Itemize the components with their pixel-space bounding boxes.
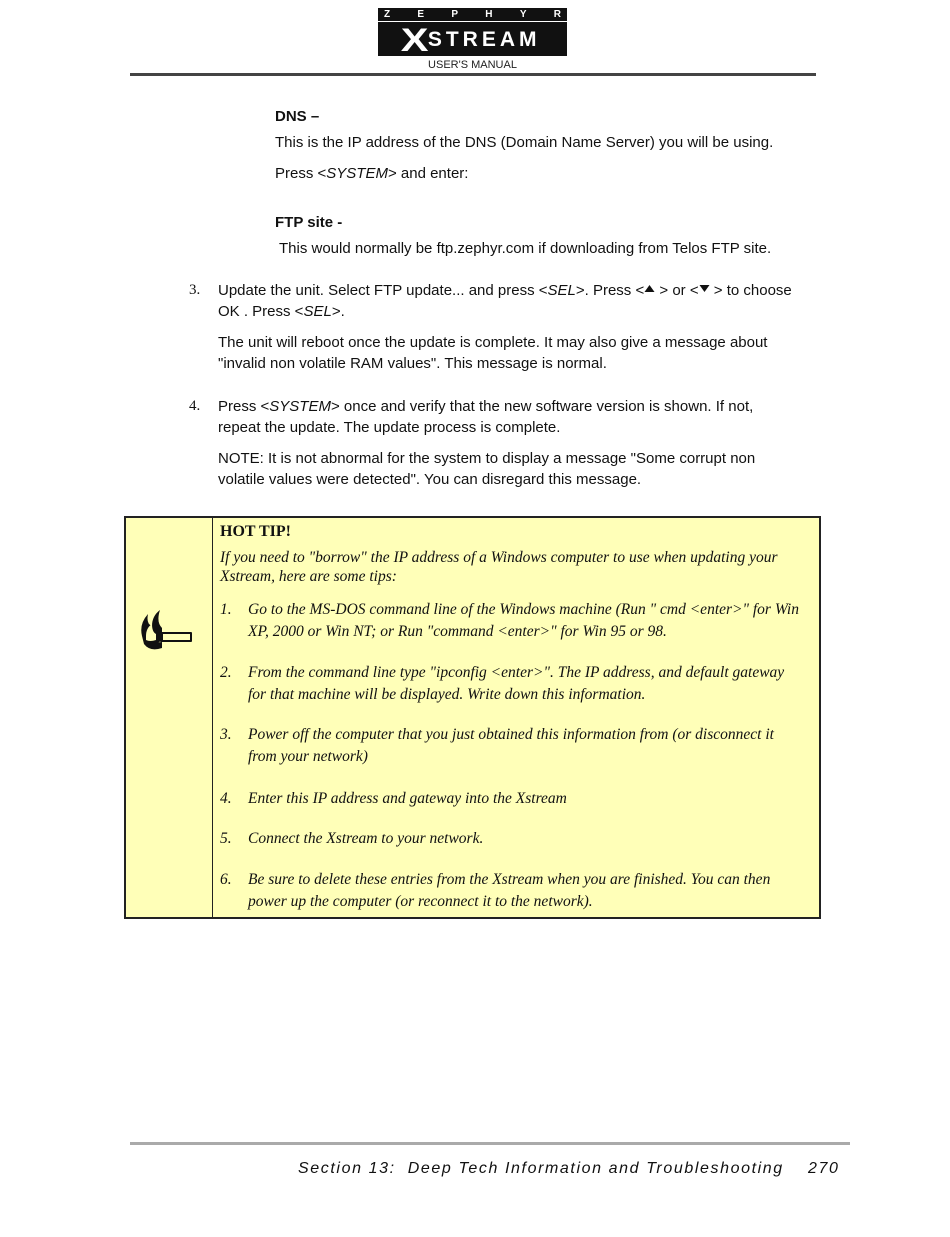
text-segment: > once and verify that the new software version is shown. If not, <box>330 398 754 415</box>
step-3-line-1 <box>218 280 792 301</box>
text-segment: Press < <box>275 165 327 182</box>
step-4-note-line-2: volatile values were detected". You can disregard this message. <box>218 471 642 488</box>
tip-item-line-2: for that machine will be displayed. Write down this information. <box>248 686 646 703</box>
footer-divider <box>130 1142 850 1145</box>
dns-press-line <box>275 163 468 184</box>
logo-letter: E <box>417 9 425 20</box>
ftp-description: This would normally be ftp.zephyr.com if downloading from Telos FTP site. <box>279 240 772 257</box>
logo-letter: Z <box>384 9 391 20</box>
step-4-number: 4. <box>189 398 201 414</box>
logo-xstream-rest: STREAM <box>427 28 541 51</box>
tip-list-item <box>220 662 815 706</box>
up-arrow-icon <box>644 284 655 293</box>
text-segment: > or < <box>655 282 699 299</box>
step-3-reboot-line-1: The unit will reboot once the update is complete. It may also give a message about <box>218 334 768 351</box>
key-sel: SEL <box>303 303 332 320</box>
tip-column-divider <box>212 518 213 917</box>
logo-xstream-wordmark <box>378 21 567 58</box>
ftp-heading: FTP site - <box>275 214 343 231</box>
tip-item-line-2: from your network) <box>248 748 368 765</box>
header-divider <box>130 73 816 76</box>
logo-letter: P <box>451 9 459 20</box>
page-number: 270 <box>807 1160 840 1177</box>
tip-item-number: 4. <box>220 790 232 807</box>
zephyr-xstream-logo <box>378 8 567 56</box>
key-sel: SEL <box>547 282 576 299</box>
dns-description: This is the IP address of the DNS (Domain Name Server) you will be using. <box>275 134 774 151</box>
tip-item-line-1: Connect the Xstream to your network. <box>248 830 484 847</box>
tip-intro-line-2: Xstream, here are some tips: <box>220 568 397 585</box>
text-segment: Update the unit. Select FTP update... and press < <box>218 282 548 299</box>
hot-tip-title: HOT TIP! <box>220 523 291 540</box>
tip-item-line-1: Power off the computer that you just obtained this information from (or disconnect it <box>248 726 774 743</box>
text-segment: > and enter: <box>387 165 469 182</box>
tip-list-item <box>220 788 815 810</box>
tip-item-number: 6. <box>220 871 232 888</box>
tip-item-line-2: power up the computer (or reconnect it to the network). <box>248 893 593 910</box>
tip-list-item <box>220 828 815 850</box>
tip-list-item <box>220 724 815 768</box>
tip-item-line-1: Enter this IP address and gateway into the Xstream <box>248 790 567 807</box>
footer-section-title: Section 13: Deep Tech Information and Troubleshooting <box>298 1160 784 1177</box>
tip-item-line-1: Be sure to delete these entries from the Xstream when you are finished. You can then <box>248 871 771 888</box>
hot-tip-box <box>124 516 821 919</box>
tip-item-number: 3. <box>220 726 232 743</box>
tip-intro-line-1: If you need to "borrow" the IP address of a Windows computer to use when updating your <box>220 549 778 566</box>
text-segment: >. Press < <box>575 282 645 299</box>
step-4-line-2: repeat the update. The update process is complete. <box>218 419 561 436</box>
tip-list-item <box>220 599 815 643</box>
tip-item-number: 5. <box>220 830 232 847</box>
text-segment: >. <box>331 303 345 320</box>
logo-letter: Y <box>519 9 527 20</box>
logo-letter: H <box>485 9 493 20</box>
tip-item-line-1: Go to the MS-DOS command line of the Windows machine (Run " cmd <enter>" for Win <box>248 601 799 618</box>
tip-list-item <box>220 869 815 913</box>
dns-heading: DNS – <box>275 108 320 125</box>
down-arrow-icon <box>699 284 710 293</box>
logo-x-glyph: X <box>401 21 430 58</box>
text-segment: OK . Press < <box>218 303 304 320</box>
logo-zephyr-wordmark <box>378 8 567 22</box>
footer <box>298 1160 858 1178</box>
tip-item-number: 2. <box>220 664 232 681</box>
step-3-line-2 <box>218 301 345 322</box>
tip-item-line-1: From the command line type "ipconfig <enter>". The IP address, and default gateway <box>248 664 785 681</box>
tip-item-number: 1. <box>220 601 232 618</box>
hand-pointing-icon <box>136 606 196 656</box>
key-system: SYSTEM <box>269 398 331 415</box>
text-segment: > to choose <box>709 282 792 299</box>
text-segment: Press < <box>218 398 270 415</box>
step-4-note-line-1: NOTE: It is not abnormal for the system to display a message "Some corrupt non <box>218 450 756 467</box>
step-3-number: 3. <box>189 282 201 298</box>
step-4-line-1 <box>218 396 753 417</box>
step-3-reboot-line-2: "invalid non volatile RAM values". This message is normal. <box>218 355 607 372</box>
logo-letter: R <box>553 9 561 20</box>
tip-item-line-2: XP, 2000 or Win NT; or Run "command <enter>" for Win 95 or 98. <box>248 623 667 640</box>
key-system: SYSTEM <box>326 165 388 182</box>
users-manual-label: USER'S MANUAL <box>428 59 517 71</box>
